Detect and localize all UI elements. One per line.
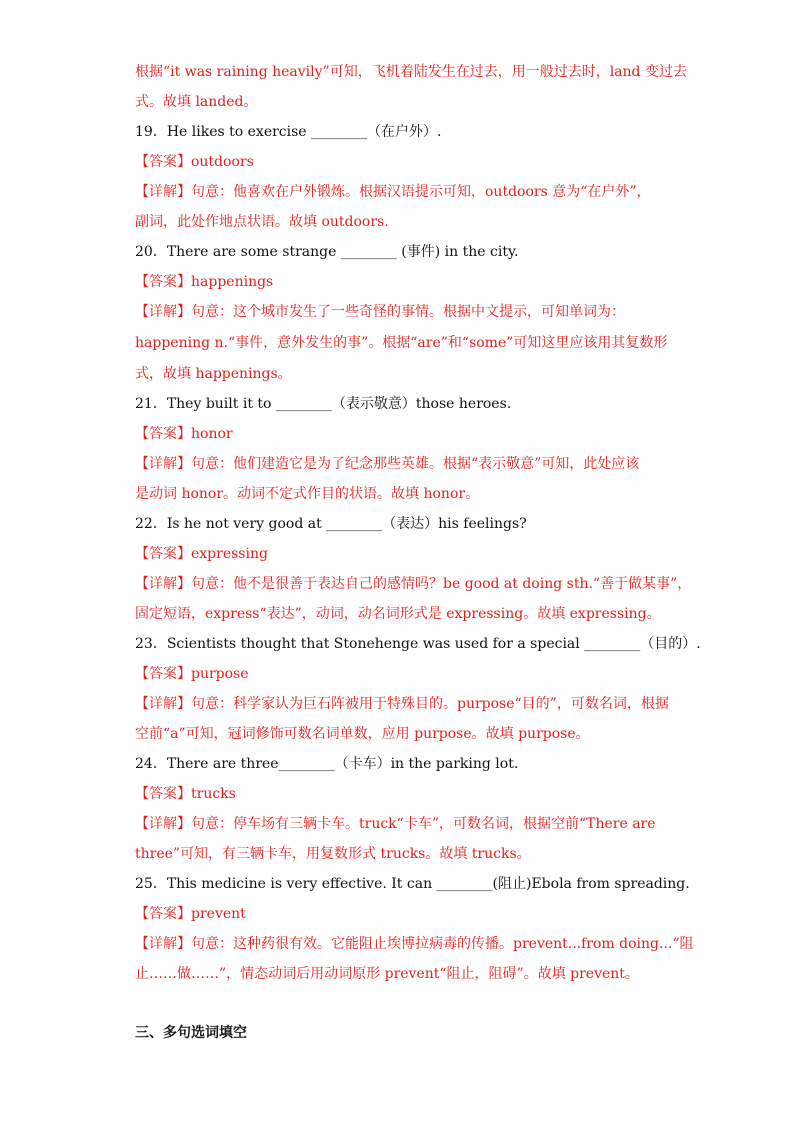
section-heading: 三、多句选词填空 [135,1025,247,1041]
question-25 [135,874,690,894]
explanation-19-line: 【详解】句意：他喜欢在户外锻炼。根据汉语提示可知，outdoors 意为“在户外”， [135,184,651,200]
intro-line: 式。故填 landed。 [135,94,258,110]
explanation-21-line: 是动词 honor。动词不定式作目的状语。故填 honor。 [135,486,480,502]
explanation-20-line: happening n.“事件，意外发生的事”。根据“are”和“some”可知这里应该用其复数形 [135,335,668,351]
question-number: 23． [135,636,167,652]
question-text: This medicine is very effective. It can ________(阻止)Ebola from spreading. [166,876,690,892]
answer-22: 【答案】expressing [135,546,268,562]
explanation-23-line: 空前“a”可知，冠词修饰可数名词单数，应用 purpose。故填 purpose。 [135,726,590,742]
answer-23: 【答案】purpose [135,666,249,682]
question-23 [135,634,701,654]
question-text: There are some strange ________ (事件) in the city. [166,244,519,260]
explanation-22-line: 固定短语，express“表达”，动词，动名词形式是 expressing。故填 expressing。 [135,606,661,622]
question-24 [135,754,675,774]
question-text: There are three________（卡车）in the parking lot. [166,756,519,772]
question-number: 22． [135,516,167,532]
explanation-20-line: 式，故填 happenings。 [135,366,292,382]
question-text: Is he not very good at ________（表达）his feelings? [166,516,527,532]
answer-21: 【答案】honor [135,426,233,442]
explanation-20-line: 【详解】句意：这个城市发生了一些奇怪的事情。根据中文提示，可知单词为： [135,304,625,320]
question-number: 25． [135,876,167,892]
answer-20: 【答案】happenings [135,274,274,290]
explanation-25-line: 止……做……”，情态动词后用动词原形 prevent“阻止，阻碍”。故填 prevent。 [135,966,639,982]
question-number: 24． [135,756,167,772]
question-number: 19． [135,124,167,140]
intro-line: 根据“it was raining heavily”可知，飞机着陆发生在过去，用一般过去时，land 变过去 [135,64,687,80]
question-text: Scientists thought that Stonehenge was used for a special ________（目的）. [166,636,701,652]
explanation-22-line: 【详解】句意：他不是很善于表达自己的感情吗？be good at doing sth.“善于做某事”， [135,576,692,592]
explanation-21-line: 【详解】句意：他们建造它是为了纪念那些英雄。根据“表示敬意”可知，此处应该 [135,456,640,472]
question-number: 21． [135,396,167,412]
question-number: 20． [135,244,167,260]
answer-24: 【答案】trucks [135,786,236,802]
question-text: He likes to exercise ________（在户外）. [166,124,442,140]
explanation-24-line: 【详解】句意：停车场有三辆卡车。truck“卡车”，可数名词，根据空前“There are [135,816,656,832]
question-22 [135,514,675,534]
explanation-19-line: 副词，此处作地点状语。故填 outdoors. [135,214,389,230]
question-text: They built it to ________（表示敬意）those heroes. [166,396,512,412]
explanation-25-line: 【详解】句意：这种药很有效。它能阻止埃博拉病毒的传播。prevent...from doing...“阻 [135,936,694,952]
question-21 [135,394,675,414]
explanation-23-line: 【详解】句意：科学家认为巨石阵被用于特殊目的。purpose“目的”，可数名词，根据 [135,696,669,712]
question-19 [135,122,675,142]
explanation-24-line: three”可知，有三辆卡车，用复数形式 trucks。故填 trucks。 [135,846,531,862]
question-20 [135,242,675,262]
answer-19: 【答案】outdoors [135,154,254,170]
answer-25: 【答案】prevent [135,906,246,922]
